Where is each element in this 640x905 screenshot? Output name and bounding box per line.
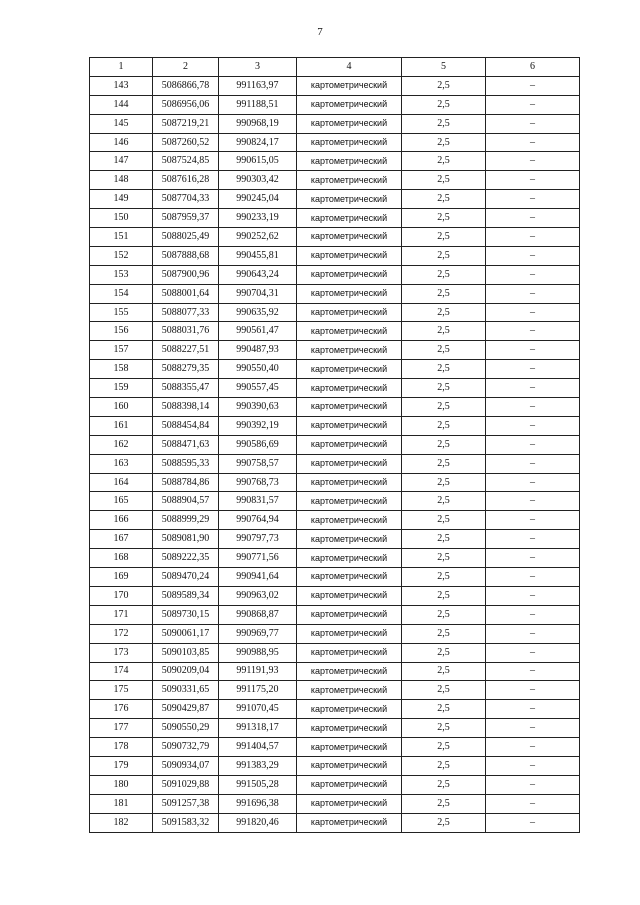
table-row — [90, 473, 580, 492]
table-row — [90, 775, 580, 794]
description-cell: – — [486, 511, 580, 530]
y-coordinate-cell: 990797,73 — [219, 530, 297, 549]
table-row — [90, 190, 580, 209]
point-number-cell: 150 — [90, 209, 153, 228]
method-cell: картометрический — [297, 738, 402, 757]
y-coordinate-cell: 990768,73 — [219, 473, 297, 492]
accuracy-cell: 2,5 — [402, 95, 486, 114]
accuracy-cell: 2,5 — [402, 473, 486, 492]
point-number-cell: 152 — [90, 246, 153, 265]
method-cell: картометрический — [297, 813, 402, 832]
accuracy-cell: 2,5 — [402, 379, 486, 398]
point-number-cell: 153 — [90, 265, 153, 284]
table-row — [90, 454, 580, 473]
description-cell: – — [486, 322, 580, 341]
table-row — [90, 435, 580, 454]
table-row — [90, 605, 580, 624]
description-cell: – — [486, 662, 580, 681]
accuracy-cell: 2,5 — [402, 360, 486, 379]
table-row — [90, 303, 580, 322]
method-cell: картометрический — [297, 756, 402, 775]
accuracy-cell: 2,5 — [402, 549, 486, 568]
column-header: 1 — [90, 58, 153, 77]
method-cell: картометрический — [297, 152, 402, 171]
point-number-cell: 169 — [90, 568, 153, 587]
table-row — [90, 209, 580, 228]
y-coordinate-cell: 990615,05 — [219, 152, 297, 171]
table-row — [90, 643, 580, 662]
column-header: 4 — [297, 58, 402, 77]
x-coordinate-cell: 5090732,79 — [153, 738, 219, 757]
x-coordinate-cell: 5086866,78 — [153, 76, 219, 95]
point-number-cell: 173 — [90, 643, 153, 662]
x-coordinate-cell: 5088595,33 — [153, 454, 219, 473]
description-cell: – — [486, 265, 580, 284]
point-number-cell: 149 — [90, 190, 153, 209]
point-number-cell: 156 — [90, 322, 153, 341]
method-cell: картометрический — [297, 416, 402, 435]
y-coordinate-cell: 991318,17 — [219, 719, 297, 738]
x-coordinate-cell: 5088001,64 — [153, 284, 219, 303]
page-number: 7 — [317, 26, 323, 38]
method-cell: картометрический — [297, 643, 402, 662]
y-coordinate-cell: 990635,92 — [219, 303, 297, 322]
table-row — [90, 398, 580, 417]
method-cell: картометрический — [297, 171, 402, 190]
description-cell: – — [486, 360, 580, 379]
y-coordinate-cell: 990704,31 — [219, 284, 297, 303]
x-coordinate-cell: 5088471,63 — [153, 435, 219, 454]
method-cell: картометрический — [297, 284, 402, 303]
y-coordinate-cell: 990758,57 — [219, 454, 297, 473]
column-header: 5 — [402, 58, 486, 77]
accuracy-cell: 2,5 — [402, 568, 486, 587]
point-number-cell: 168 — [90, 549, 153, 568]
description-cell: – — [486, 549, 580, 568]
point-number-cell: 165 — [90, 492, 153, 511]
point-number-cell: 162 — [90, 435, 153, 454]
description-cell: – — [486, 586, 580, 605]
accuracy-cell: 2,5 — [402, 794, 486, 813]
column-header: 3 — [219, 58, 297, 77]
y-coordinate-cell: 990561,47 — [219, 322, 297, 341]
table-row — [90, 360, 580, 379]
point-number-cell: 166 — [90, 511, 153, 530]
description-cell: – — [486, 133, 580, 152]
coordinates-table — [89, 57, 580, 833]
y-coordinate-cell: 990831,57 — [219, 492, 297, 511]
y-coordinate-cell: 990764,94 — [219, 511, 297, 530]
method-cell: картометрический — [297, 549, 402, 568]
description-cell: – — [486, 643, 580, 662]
accuracy-cell: 2,5 — [402, 190, 486, 209]
method-cell: картометрический — [297, 605, 402, 624]
table-row — [90, 738, 580, 757]
table-row — [90, 511, 580, 530]
method-cell: картометрический — [297, 379, 402, 398]
table-row — [90, 549, 580, 568]
x-coordinate-cell: 5090103,85 — [153, 643, 219, 662]
y-coordinate-cell: 990824,17 — [219, 133, 297, 152]
accuracy-cell: 2,5 — [402, 738, 486, 757]
description-cell: – — [486, 492, 580, 511]
description-cell: – — [486, 681, 580, 700]
description-cell: – — [486, 379, 580, 398]
method-cell: картометрический — [297, 681, 402, 700]
point-number-cell: 182 — [90, 813, 153, 832]
description-cell: – — [486, 530, 580, 549]
table-row — [90, 662, 580, 681]
accuracy-cell: 2,5 — [402, 228, 486, 247]
accuracy-cell: 2,5 — [402, 416, 486, 435]
accuracy-cell: 2,5 — [402, 681, 486, 700]
table-row — [90, 416, 580, 435]
point-number-cell: 161 — [90, 416, 153, 435]
y-coordinate-cell: 990963,02 — [219, 586, 297, 605]
table-row — [90, 530, 580, 549]
description-cell: – — [486, 190, 580, 209]
y-coordinate-cell: 991505,28 — [219, 775, 297, 794]
accuracy-cell: 2,5 — [402, 114, 486, 133]
description-cell: – — [486, 813, 580, 832]
accuracy-cell: 2,5 — [402, 133, 486, 152]
method-cell: картометрический — [297, 341, 402, 360]
x-coordinate-cell: 5088227,51 — [153, 341, 219, 360]
point-number-cell: 148 — [90, 171, 153, 190]
y-coordinate-cell: 990557,45 — [219, 379, 297, 398]
x-coordinate-cell: 5091029,88 — [153, 775, 219, 794]
method-cell: картометрический — [297, 568, 402, 587]
accuracy-cell: 2,5 — [402, 662, 486, 681]
table-row — [90, 341, 580, 360]
table-row — [90, 794, 580, 813]
x-coordinate-cell: 5090331,65 — [153, 681, 219, 700]
x-coordinate-cell: 5087704,33 — [153, 190, 219, 209]
accuracy-cell: 2,5 — [402, 756, 486, 775]
description-cell: – — [486, 719, 580, 738]
table-row — [90, 246, 580, 265]
point-number-cell: 170 — [90, 586, 153, 605]
accuracy-cell: 2,5 — [402, 398, 486, 417]
y-coordinate-cell: 990643,24 — [219, 265, 297, 284]
y-coordinate-cell: 991070,45 — [219, 700, 297, 719]
accuracy-cell: 2,5 — [402, 284, 486, 303]
method-cell: картометрический — [297, 492, 402, 511]
method-cell: картометрический — [297, 530, 402, 549]
point-number-cell: 143 — [90, 76, 153, 95]
method-cell: картометрический — [297, 511, 402, 530]
x-coordinate-cell: 5088355,47 — [153, 379, 219, 398]
description-cell: – — [486, 624, 580, 643]
description-cell: – — [486, 416, 580, 435]
column-header: 6 — [486, 58, 580, 77]
table-row — [90, 586, 580, 605]
x-coordinate-cell: 5088025,49 — [153, 228, 219, 247]
method-cell: картометрический — [297, 76, 402, 95]
x-coordinate-cell: 5087616,28 — [153, 171, 219, 190]
table-row — [90, 284, 580, 303]
accuracy-cell: 2,5 — [402, 435, 486, 454]
description-cell: – — [486, 473, 580, 492]
method-cell: картометрический — [297, 719, 402, 738]
point-number-cell: 163 — [90, 454, 153, 473]
description-cell: – — [486, 398, 580, 417]
table-header-row — [90, 58, 580, 77]
method-cell: картометрический — [297, 586, 402, 605]
point-number-cell: 155 — [90, 303, 153, 322]
point-number-cell: 171 — [90, 605, 153, 624]
description-cell: – — [486, 605, 580, 624]
y-coordinate-cell: 990969,77 — [219, 624, 297, 643]
description-cell: – — [486, 738, 580, 757]
y-coordinate-cell: 990487,93 — [219, 341, 297, 360]
description-cell: – — [486, 454, 580, 473]
method-cell: картометрический — [297, 473, 402, 492]
y-coordinate-cell: 990245,04 — [219, 190, 297, 209]
y-coordinate-cell: 990252,62 — [219, 228, 297, 247]
y-coordinate-cell: 991163,97 — [219, 76, 297, 95]
x-coordinate-cell: 5087524,85 — [153, 152, 219, 171]
point-number-cell: 178 — [90, 738, 153, 757]
method-cell: картометрический — [297, 246, 402, 265]
x-coordinate-cell: 5089081,90 — [153, 530, 219, 549]
x-coordinate-cell: 5090209,04 — [153, 662, 219, 681]
y-coordinate-cell: 991404,57 — [219, 738, 297, 757]
accuracy-cell: 2,5 — [402, 209, 486, 228]
accuracy-cell: 2,5 — [402, 454, 486, 473]
x-coordinate-cell: 5088077,33 — [153, 303, 219, 322]
y-coordinate-cell: 990390,63 — [219, 398, 297, 417]
y-coordinate-cell: 990233,19 — [219, 209, 297, 228]
table-row — [90, 756, 580, 775]
accuracy-cell: 2,5 — [402, 643, 486, 662]
point-number-cell: 167 — [90, 530, 153, 549]
y-coordinate-cell: 990941,64 — [219, 568, 297, 587]
description-cell: – — [486, 756, 580, 775]
point-number-cell: 145 — [90, 114, 153, 133]
column-header: 2 — [153, 58, 219, 77]
y-coordinate-cell: 991383,29 — [219, 756, 297, 775]
method-cell: картометрический — [297, 209, 402, 228]
table-row — [90, 322, 580, 341]
description-cell: – — [486, 435, 580, 454]
table-body — [90, 76, 580, 832]
x-coordinate-cell: 5087900,96 — [153, 265, 219, 284]
point-number-cell: 176 — [90, 700, 153, 719]
description-cell: – — [486, 568, 580, 587]
table-row — [90, 624, 580, 643]
accuracy-cell: 2,5 — [402, 341, 486, 360]
accuracy-cell: 2,5 — [402, 586, 486, 605]
accuracy-cell: 2,5 — [402, 246, 486, 265]
table-row — [90, 133, 580, 152]
method-cell: картометрический — [297, 454, 402, 473]
description-cell: – — [486, 303, 580, 322]
method-cell: картометрический — [297, 794, 402, 813]
description-cell: – — [486, 775, 580, 794]
x-coordinate-cell: 5088454,84 — [153, 416, 219, 435]
y-coordinate-cell: 991191,93 — [219, 662, 297, 681]
x-coordinate-cell: 5088904,57 — [153, 492, 219, 511]
point-number-cell: 147 — [90, 152, 153, 171]
description-cell: – — [486, 228, 580, 247]
table-row — [90, 152, 580, 171]
point-number-cell: 157 — [90, 341, 153, 360]
table-row — [90, 379, 580, 398]
table-row — [90, 228, 580, 247]
y-coordinate-cell: 991820,46 — [219, 813, 297, 832]
method-cell: картометрический — [297, 360, 402, 379]
y-coordinate-cell: 991696,38 — [219, 794, 297, 813]
accuracy-cell: 2,5 — [402, 719, 486, 738]
table-row — [90, 568, 580, 587]
description-cell: – — [486, 284, 580, 303]
y-coordinate-cell: 990455,81 — [219, 246, 297, 265]
accuracy-cell: 2,5 — [402, 303, 486, 322]
method-cell: картометрический — [297, 228, 402, 247]
point-number-cell: 179 — [90, 756, 153, 775]
accuracy-cell: 2,5 — [402, 530, 486, 549]
y-coordinate-cell: 990550,40 — [219, 360, 297, 379]
point-number-cell: 172 — [90, 624, 153, 643]
description-cell: – — [486, 76, 580, 95]
point-number-cell: 144 — [90, 95, 153, 114]
method-cell: картометрический — [297, 662, 402, 681]
y-coordinate-cell: 991175,20 — [219, 681, 297, 700]
method-cell: картометрический — [297, 133, 402, 152]
accuracy-cell: 2,5 — [402, 76, 486, 95]
x-coordinate-cell: 5091257,38 — [153, 794, 219, 813]
point-number-cell: 177 — [90, 719, 153, 738]
table-row — [90, 95, 580, 114]
point-number-cell: 181 — [90, 794, 153, 813]
description-cell: – — [486, 794, 580, 813]
y-coordinate-cell: 990303,42 — [219, 171, 297, 190]
x-coordinate-cell: 5089589,34 — [153, 586, 219, 605]
method-cell: картометрический — [297, 322, 402, 341]
table-row — [90, 265, 580, 284]
description-cell: – — [486, 209, 580, 228]
point-number-cell: 159 — [90, 379, 153, 398]
point-number-cell: 174 — [90, 662, 153, 681]
description-cell: – — [486, 152, 580, 171]
method-cell: картометрический — [297, 190, 402, 209]
table-row — [90, 171, 580, 190]
method-cell: картометрический — [297, 775, 402, 794]
table-row — [90, 492, 580, 511]
description-cell: – — [486, 700, 580, 719]
point-number-cell: 154 — [90, 284, 153, 303]
table-row — [90, 681, 580, 700]
accuracy-cell: 2,5 — [402, 813, 486, 832]
method-cell: картометрический — [297, 435, 402, 454]
x-coordinate-cell: 5090550,29 — [153, 719, 219, 738]
method-cell: картометрический — [297, 398, 402, 417]
point-number-cell: 164 — [90, 473, 153, 492]
x-coordinate-cell: 5087888,68 — [153, 246, 219, 265]
x-coordinate-cell: 5087219,21 — [153, 114, 219, 133]
x-coordinate-cell: 5091583,32 — [153, 813, 219, 832]
y-coordinate-cell: 990868,87 — [219, 605, 297, 624]
y-coordinate-cell: 990968,19 — [219, 114, 297, 133]
x-coordinate-cell: 5089222,35 — [153, 549, 219, 568]
description-cell: – — [486, 114, 580, 133]
method-cell: картометрический — [297, 700, 402, 719]
table-row — [90, 76, 580, 95]
accuracy-cell: 2,5 — [402, 171, 486, 190]
accuracy-cell: 2,5 — [402, 775, 486, 794]
table-row — [90, 114, 580, 133]
description-cell: – — [486, 95, 580, 114]
point-number-cell: 151 — [90, 228, 153, 247]
y-coordinate-cell: 990586,69 — [219, 435, 297, 454]
x-coordinate-cell: 5086956,06 — [153, 95, 219, 114]
table-row — [90, 813, 580, 832]
point-number-cell: 158 — [90, 360, 153, 379]
x-coordinate-cell: 5088031,76 — [153, 322, 219, 341]
table-row — [90, 719, 580, 738]
y-coordinate-cell: 990988,95 — [219, 643, 297, 662]
accuracy-cell: 2,5 — [402, 700, 486, 719]
point-number-cell: 175 — [90, 681, 153, 700]
point-number-cell: 180 — [90, 775, 153, 794]
x-coordinate-cell: 5090061,17 — [153, 624, 219, 643]
x-coordinate-cell: 5090934,07 — [153, 756, 219, 775]
method-cell: картометрический — [297, 303, 402, 322]
y-coordinate-cell: 991188,51 — [219, 95, 297, 114]
accuracy-cell: 2,5 — [402, 265, 486, 284]
description-cell: – — [486, 246, 580, 265]
accuracy-cell: 2,5 — [402, 605, 486, 624]
x-coordinate-cell: 5088784,86 — [153, 473, 219, 492]
method-cell: картометрический — [297, 95, 402, 114]
y-coordinate-cell: 990771,56 — [219, 549, 297, 568]
method-cell: картометрический — [297, 114, 402, 133]
description-cell: – — [486, 341, 580, 360]
x-coordinate-cell: 5089470,24 — [153, 568, 219, 587]
accuracy-cell: 2,5 — [402, 492, 486, 511]
y-coordinate-cell: 990392,19 — [219, 416, 297, 435]
x-coordinate-cell: 5088999,29 — [153, 511, 219, 530]
description-cell: – — [486, 171, 580, 190]
method-cell: картометрический — [297, 265, 402, 284]
accuracy-cell: 2,5 — [402, 624, 486, 643]
table-row — [90, 700, 580, 719]
x-coordinate-cell: 5087959,37 — [153, 209, 219, 228]
x-coordinate-cell: 5090429,87 — [153, 700, 219, 719]
accuracy-cell: 2,5 — [402, 322, 486, 341]
x-coordinate-cell: 5087260,52 — [153, 133, 219, 152]
x-coordinate-cell: 5088398,14 — [153, 398, 219, 417]
method-cell: картометрический — [297, 624, 402, 643]
accuracy-cell: 2,5 — [402, 152, 486, 171]
point-number-cell: 160 — [90, 398, 153, 417]
point-number-cell: 146 — [90, 133, 153, 152]
accuracy-cell: 2,5 — [402, 511, 486, 530]
x-coordinate-cell: 5089730,15 — [153, 605, 219, 624]
x-coordinate-cell: 5088279,35 — [153, 360, 219, 379]
